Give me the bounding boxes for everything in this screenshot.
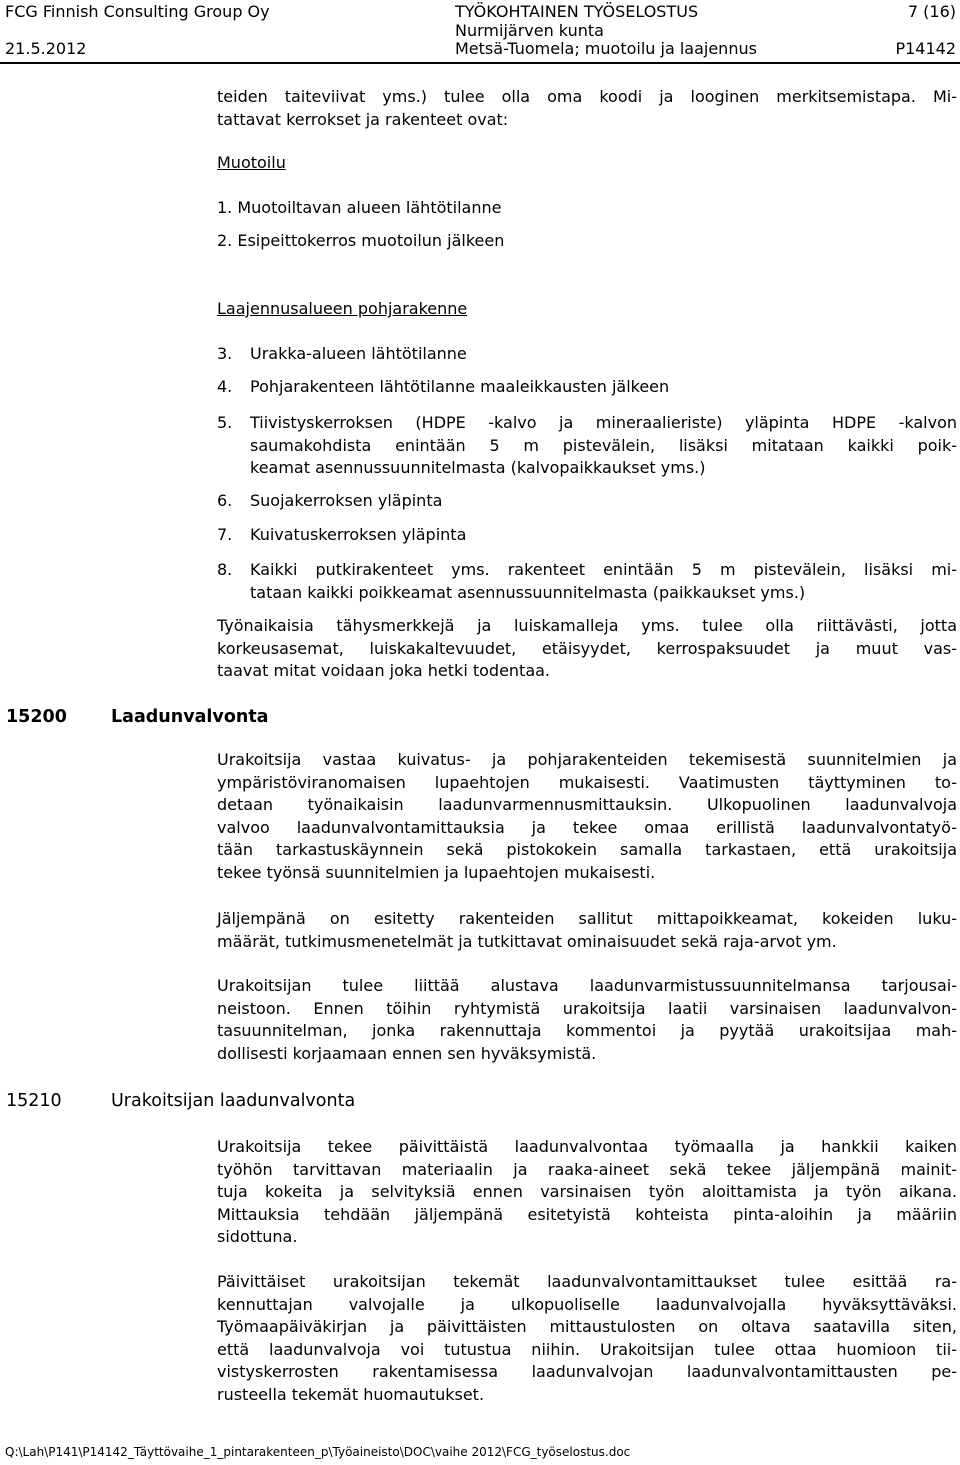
text-line: Urakoitsija tekee päivittäistä laadunvalvontaa työmaalla ja hankkii kaiken xyxy=(217,1137,957,1156)
text-line: Työnaikaisia tähysmerkkejä ja luiskamalleja yms. tulee olla riittävästi, jotta xyxy=(217,616,957,635)
company-name: FCG Finnish Consulting Group Oy xyxy=(5,2,270,21)
list-item: Urakka-alueen lähtötilanne xyxy=(250,344,467,363)
text-line: saumakohdista enintään 5 m pistevälein, lisäksi mitataan kaikki poik- xyxy=(250,435,957,455)
section-title: Urakoitsijan laadunvalvonta xyxy=(111,1091,356,1111)
list-item-number: 8. xyxy=(217,560,233,579)
list-item-number: 3. xyxy=(217,344,233,363)
text-line: Tiivistyskerroksen (HDPE -kalvo ja mineraalieriste) yläpinta HDPE -kalvon xyxy=(250,413,957,432)
client-name: Nurmijärven kunta xyxy=(455,21,604,40)
text-line: taavat mitat voidaan joka hetki todentaa. xyxy=(217,661,551,680)
text-line: Mittauksia tehdään jäljempänä esitetyistä kohteista pinta-aloihin ja määriin xyxy=(217,1204,957,1224)
list-item-number: 6. xyxy=(217,491,233,510)
text-line: kennuttajan valvojalle ja ulkopuoliselle laadunvalvojalla hyväksyttäväksi. xyxy=(217,1294,957,1314)
text-line: valvoo laadunvalvontamittauksia ja tekee omaa erillistä laadunvalvontatyö- xyxy=(217,817,957,837)
list-item: Suojakerroksen yläpinta xyxy=(250,491,443,510)
text-line: Jäljempänä on esitetty rakenteiden sallitut mittapoikkeamat, kokeiden luku- xyxy=(217,909,957,928)
text-line: tekee työnsä suunnitelmien ja lupaehtojen mukaisesti. xyxy=(217,862,656,882)
text-line: neistoon. Ennen töihin ryhtymistä urakoitsija laatii varsinaisen laadunvalvon- xyxy=(217,998,957,1018)
paragraph xyxy=(217,975,957,1065)
text-line: Kaikki putkirakenteet yms. rakenteet enintään 5 m pistevälein, lisäksi mi- xyxy=(250,560,957,579)
text-line: tään tarkastuskäynnein sekä pistokokein samalla tarkastaen, että urakoitsija xyxy=(217,840,957,859)
section-title: Laadunvalvonta xyxy=(111,707,269,727)
text-line: sidottuna. xyxy=(217,1227,298,1246)
text-line: ympäristöviranomaisen lupaehtojen mukaisesti. Vaatimusten täyttyminen to- xyxy=(217,772,957,792)
project-number: P14142 xyxy=(895,39,956,58)
page-number: 7 (16) xyxy=(907,2,956,21)
text-line: keamat asennussuunnitelmasta (kalvopaikkaukset yms.) xyxy=(250,458,706,477)
text-line: vistyskerrosten rakentamisessa laadunvalvojan laadunvalvontamittausten pe- xyxy=(217,1362,957,1381)
text-line: työhön tarvittavan materiaalin ja raaka-aineet sekä tekee jäljempänä mainit- xyxy=(217,1159,957,1179)
list-item xyxy=(250,559,957,604)
text-line: teiden taiteviivat yms.) tulee olla oma koodi ja looginen merkitsemistapa. Mi- xyxy=(217,87,957,106)
list-item xyxy=(250,412,957,480)
list-item: 1. Muotoiltavan alueen lähtötilanne xyxy=(217,198,502,217)
header-divider xyxy=(0,62,960,64)
list-item-number: 5. xyxy=(217,413,233,432)
laajennus-note xyxy=(217,615,957,683)
laajennus-heading: Laajennusalueen pohjarakenne xyxy=(217,299,468,318)
paragraph xyxy=(217,1271,957,1406)
text-line: tuja kokeita ja selvityksiä ennen varsinaisen työn aloittamista ja työn aikana. xyxy=(217,1182,957,1201)
paragraph xyxy=(217,908,957,953)
section-number: 15200 xyxy=(6,707,67,727)
list-item: 2. Esipeittokerros muotoilun jälkeen xyxy=(217,231,505,250)
text-line: tasuunnitelman, jonka rakennuttaja kommentoi ja pyytää urakoitsijaa mah- xyxy=(217,1021,957,1040)
text-line: Urakoitsija vastaa kuivatus- ja pohjarakenteiden tekemisestä suunnitelmien ja xyxy=(217,750,957,769)
text-line: korkeusasemat, luiskakaltevuudet, etäisyydet, kerrospaksuudet ja muut vas- xyxy=(217,638,957,658)
project-name: Metsä-Tuomela; muotoilu ja laajennus xyxy=(455,39,757,58)
text-line: määrät, tutkimusmenetelmät ja tutkittavat ominaisuudet sekä raja-arvot ym. xyxy=(217,931,837,951)
text-line: että laadunvalvoja voi tutustua niihin. Urakoitsijan tulee ottaa huomioon tii- xyxy=(217,1339,957,1359)
paragraph xyxy=(217,1136,957,1249)
text-line: tataan kaikki poikkeamat asennussuunnitelmasta (paikkaukset yms.) xyxy=(250,582,806,602)
text-line: Työmaapäiväkirjan ja päivittäisten mittaustulosten on oltava saatavilla siten, xyxy=(217,1317,957,1336)
document-type: TYÖKOHTAINEN TYÖSELOSTUS xyxy=(455,2,699,21)
list-item-number: 4. xyxy=(217,377,233,396)
list-item: Kuivatuskerroksen yläpinta xyxy=(250,525,467,544)
paragraph xyxy=(217,749,957,884)
list-item: Pohjarakenteen lähtötilanne maaleikkausten jälkeen xyxy=(250,377,670,396)
text-line: detaan työnaikaisin laadunvarmennusmittauksin. Ulkopuolinen laadunvalvoja xyxy=(217,795,957,814)
muotoilu-heading: Muotoilu xyxy=(217,153,286,172)
text-line: Urakoitsijan tulee liittää alustava laadunvarmistussuunnitelmansa tarjousai- xyxy=(217,976,957,995)
list-item-number: 7. xyxy=(217,525,233,544)
file-path: Q:\Lah\P141\P14142_Täyttövaihe_1_pintarakenteen_p\Työaineisto\DOC\vaihe 2012\FCG_työselostus.doc xyxy=(5,1445,631,1459)
text-line: rusteella tekemät huomautukset. xyxy=(217,1384,485,1404)
intro-paragraph xyxy=(217,86,957,131)
section-number: 15210 xyxy=(6,1091,62,1111)
text-line: Päivittäiset urakoitsijan tekemät laadunvalvontamittaukset tulee esittää ra- xyxy=(217,1272,957,1291)
text-line: tattavat kerrokset ja rakenteet ovat: xyxy=(217,109,509,129)
document-date: 21.5.2012 xyxy=(5,39,87,58)
text-line: dollisesti korjaamaan ennen sen hyväksymistä. xyxy=(217,1043,597,1063)
